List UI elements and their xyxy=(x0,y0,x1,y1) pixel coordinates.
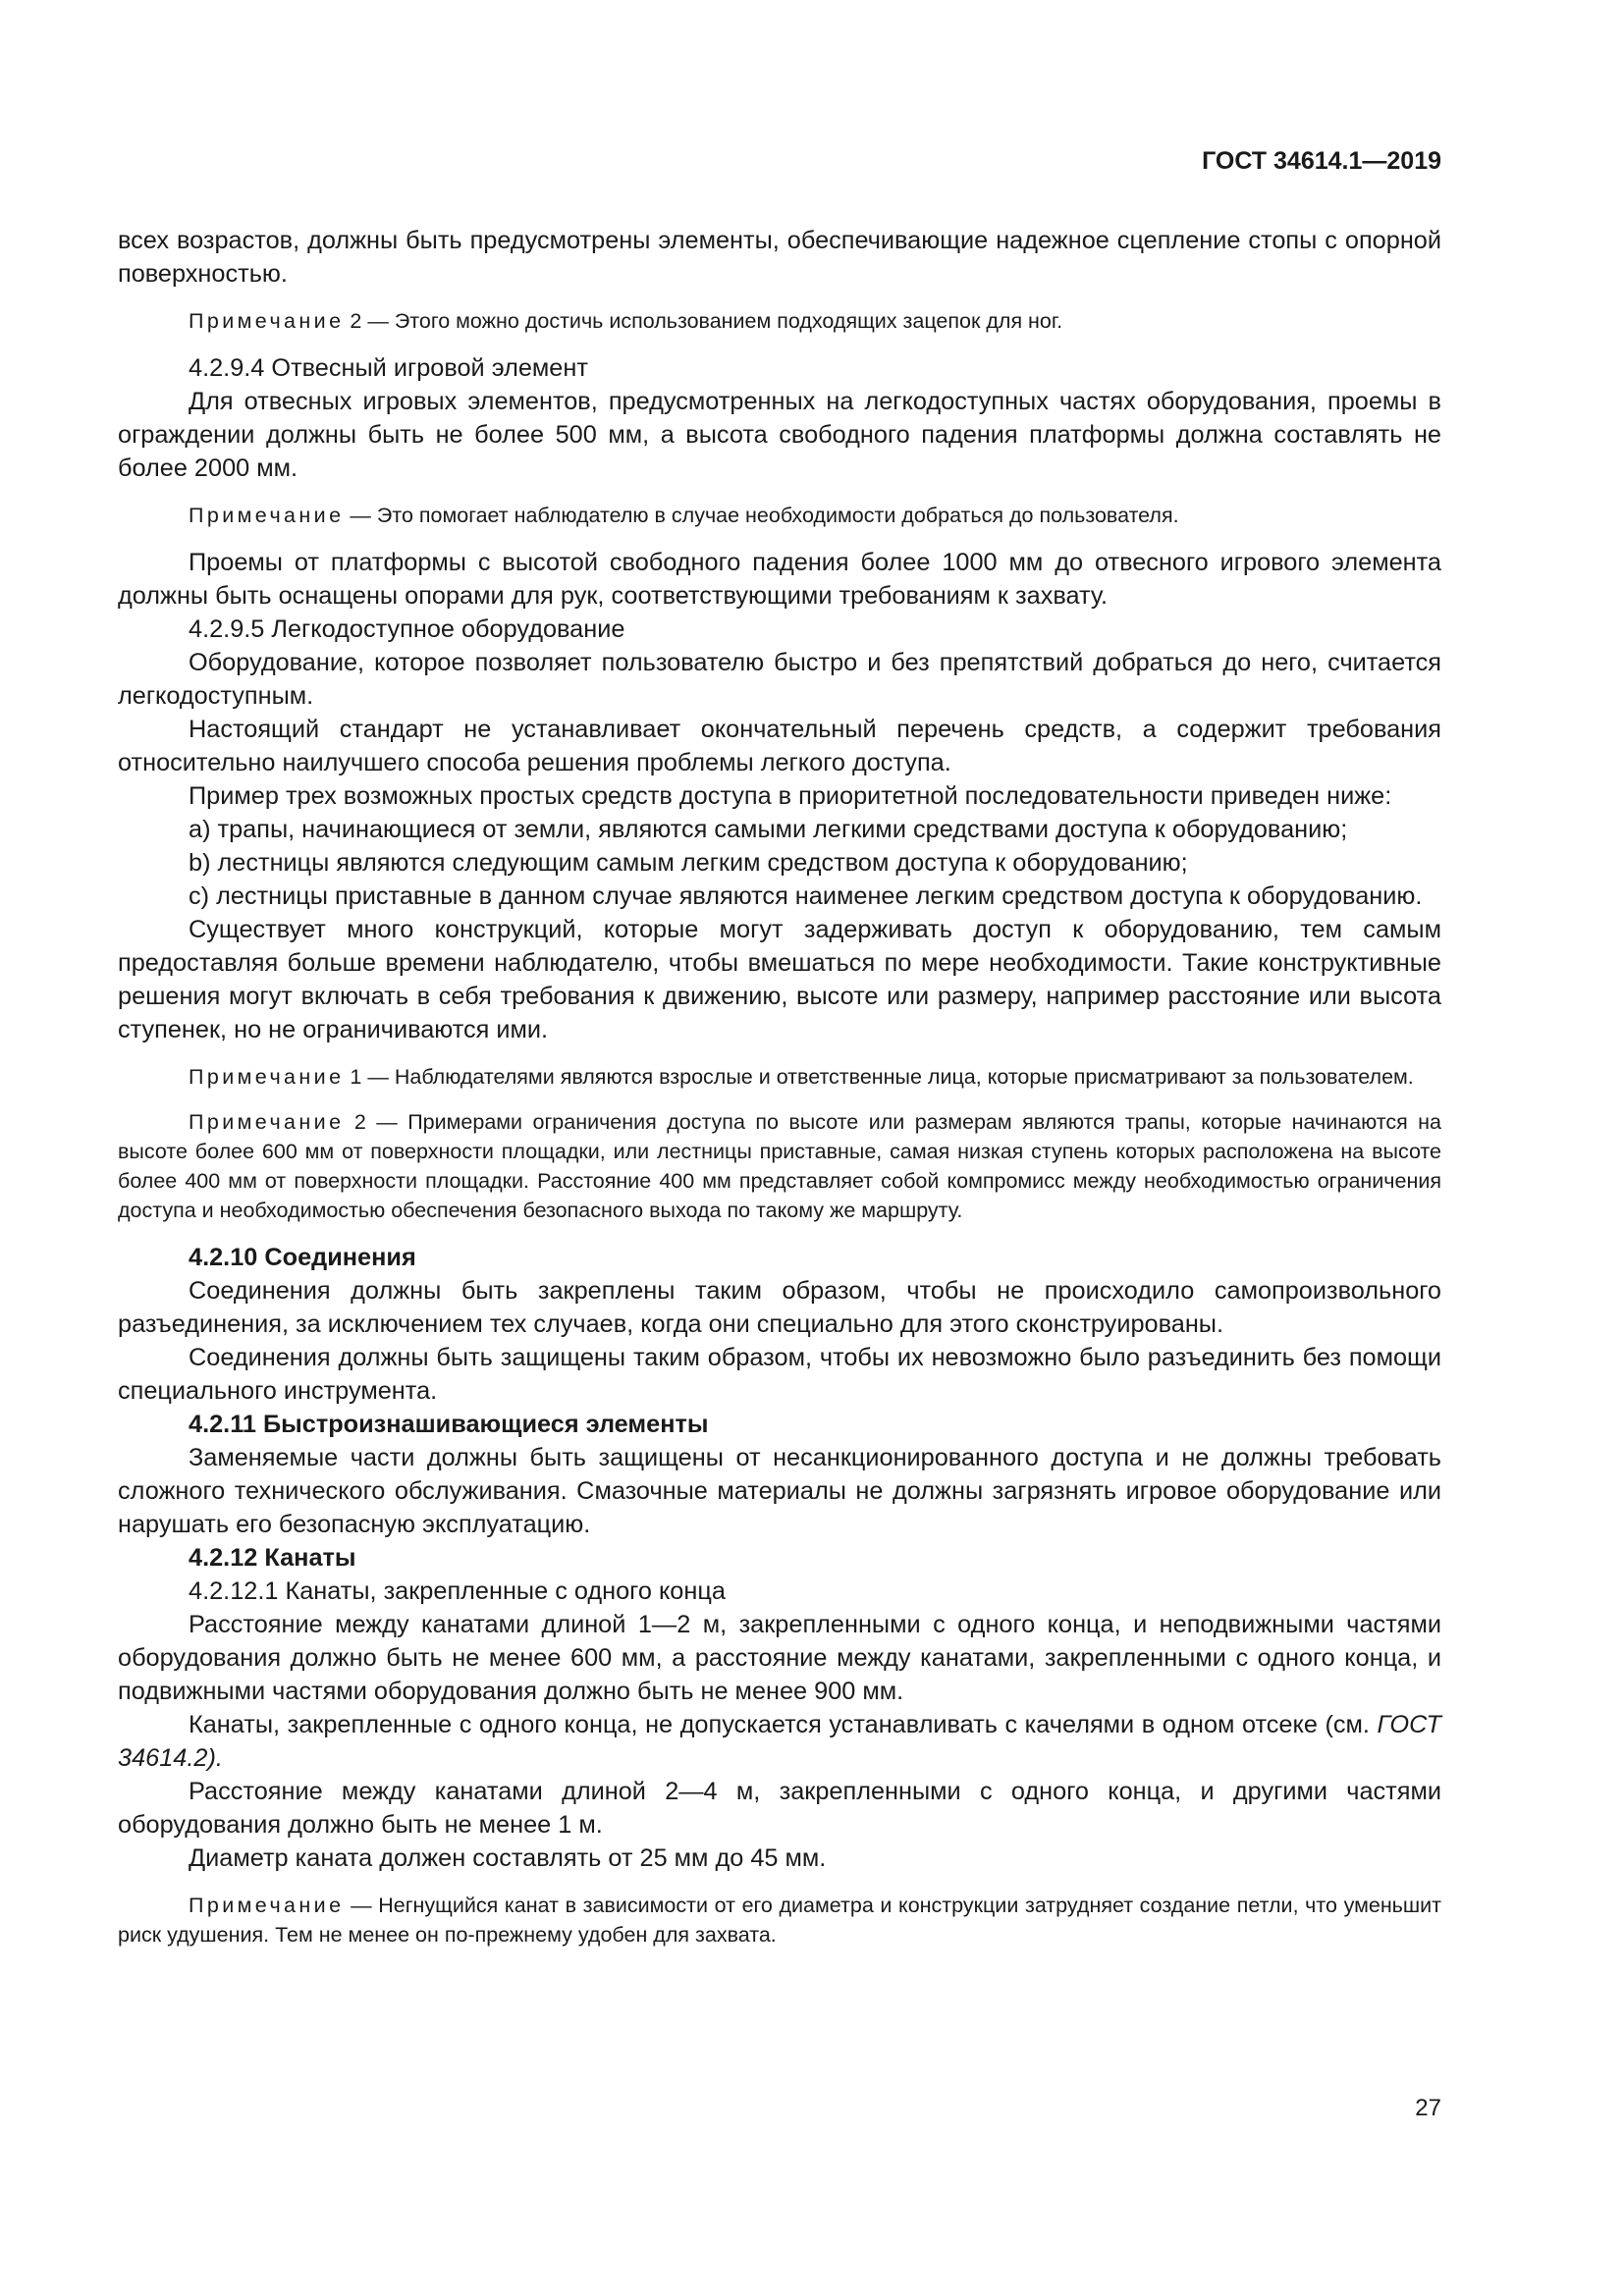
paragraph: Для отвесных игровых элементов, предусмотренных на легкодоступных частях оборудования, проемы в ограждении должны быть не более 500 мм, а высота свободного падения платформы должна составлять не более 2000 мм. xyxy=(118,388,1441,482)
document-body xyxy=(118,224,1441,1965)
paragraph: Расстояние между канатами длиной 1—2 м, закрепленными с одного конца, и неподвижными частями оборудования должно быть не менее 600 мм, а расстояние между канатами, закрепленными с одного конца, и подвижными частями оборудования должно быть не менее 900 мм. xyxy=(118,1611,1441,1705)
note-label: Примечание xyxy=(189,309,345,333)
paragraph: Соединения должны быть закреплены таким образом, чтобы не происходило самопроизвольного разъединения, за исключением тех случаев, когда они специально для этого сконструированы. xyxy=(118,1277,1441,1338)
paragraph: Существует много конструкций, которые могут задерживать доступ к оборудованию, тем самым предоставляя больше времени наблюдателю, чтобы вмешаться по мере необходимости. Такие конструктивные решения могут включать в себя требования к движению, высоте или размеру, например расстояние или высота ступенек, но не ограничиваются ими. xyxy=(118,916,1441,1043)
paragraph: Расстояние между канатами длиной 2—4 м, закрепленными с одного конца, и другими частями оборудования должно быть не менее 1 м. xyxy=(118,1778,1441,1839)
subsection-heading: 4.2.12.1 Канаты, закрепленные с одного конца xyxy=(189,1577,726,1605)
note-text: — Негнущийся канат в зависимости от его диаметра и конструкции затрудняет создание петли, что уменьшит риск удушения. Тем не менее он по-прежнему удобен для захвата. xyxy=(118,1894,1441,1947)
section-heading: 4.2.11 Быстроизнашивающиеся элементы xyxy=(189,1411,709,1438)
paragraph: Настоящий стандарт не устанавливает окончательный перечень средств, а содержит требования относительно наилучшего способа решения проблемы легкого доступа. xyxy=(118,716,1441,776)
paragraph xyxy=(118,1708,1441,1775)
list-item: c) лестницы приставные в данном случае являются наименее легким средством доступа к оборудованию. xyxy=(189,882,1423,910)
note xyxy=(118,306,1441,336)
paragraph: Оборудование, которое позволяет пользователю быстро и без препятствий добраться до него, считается легкодоступным. xyxy=(118,649,1441,710)
note-text: 2 — Примерами ограничения доступа по высоте или размерам являются трапы, которые начинаются на высоте более 600 мм от поверхности площадки, или лестницы приставные, самая низкая ступень которых расположена на высоте более 400 мм от поверхности площадки. Расстояние 400 мм представляет собой компромисс между необходимостью ограничения доступа и необходимостью обеспечения безопасного выхода по такому же маршруту. xyxy=(118,1110,1441,1222)
note-text: 1 — Наблюдателями являются взрослые и ответственные лица, которые присматривают за пользователем. xyxy=(344,1065,1414,1089)
document-header: ГОСТ 34614.1—2019 xyxy=(1202,147,1441,175)
note-label: Примечание xyxy=(189,1894,345,1917)
note xyxy=(118,1107,1441,1225)
note-text: — Это помогает наблюдателю в случае необходимости добраться до пользователя. xyxy=(344,504,1179,527)
note-label: Примечание xyxy=(189,1110,345,1134)
note xyxy=(118,1062,1441,1092)
note-label: Примечание xyxy=(189,1065,345,1089)
section-heading: 4.2.10 Соединения xyxy=(189,1244,416,1271)
paragraph: Проемы от платформы с высотой свободного падения более 1000 мм до отвесного игрового элемента должны быть оснащены опорами для рук, соответствующими требованиям к захвату. xyxy=(118,549,1441,610)
list-item: a) трапы, начинающиеся от земли, являются самыми легкими средствами доступа к оборудованию; xyxy=(189,816,1348,843)
page-number: 27 xyxy=(1415,2095,1441,2121)
paragraph: Соединения должны быть защищены таким образом, чтобы их невозможно было разъединить без помощи специального инструмента. xyxy=(118,1344,1441,1405)
note-text: 2 — Этого можно достичь использованием подходящих зацепок для ног. xyxy=(344,309,1063,333)
subsection-heading: 4.2.9.5 Легкодоступное оборудование xyxy=(189,615,625,643)
standard-reference: ГОСТ 34614.2). xyxy=(118,1711,1441,1772)
note xyxy=(118,1891,1441,1949)
paragraph: всех возрастов, должны быть предусмотрены элементы, обеспечивающие надежное сцепление стопы с опорной поверхностью. xyxy=(118,227,1441,288)
list-item: b) лестницы являются следующим самым легким средством доступа к оборудованию; xyxy=(189,849,1188,877)
note-label: Примечание xyxy=(189,504,345,527)
paragraph: Пример трех возможных простых средств доступа в приоритетной последовательности приведен ниже: xyxy=(189,782,1392,810)
paragraph: Заменяемые части должны быть защищены от несанкционированного доступа и не должны требовать сложного технического обслуживания. Смазочные материалы не должны загрязнять игровое оборудование или нарушать его безопасную эксплуатацию. xyxy=(118,1444,1441,1538)
subsection-heading: 4.2.9.4 Отвесный игровой элемент xyxy=(189,354,588,382)
note xyxy=(118,501,1441,530)
paragraph-text: Канаты, закрепленные с одного конца, не допускается устанавливать с качелями в одном отсеке (см. xyxy=(189,1711,1378,1738)
paragraph: Диаметр каната должен составлять от 25 мм до 45 мм. xyxy=(189,1844,827,1872)
section-heading: 4.2.12 Канаты xyxy=(189,1544,356,1572)
